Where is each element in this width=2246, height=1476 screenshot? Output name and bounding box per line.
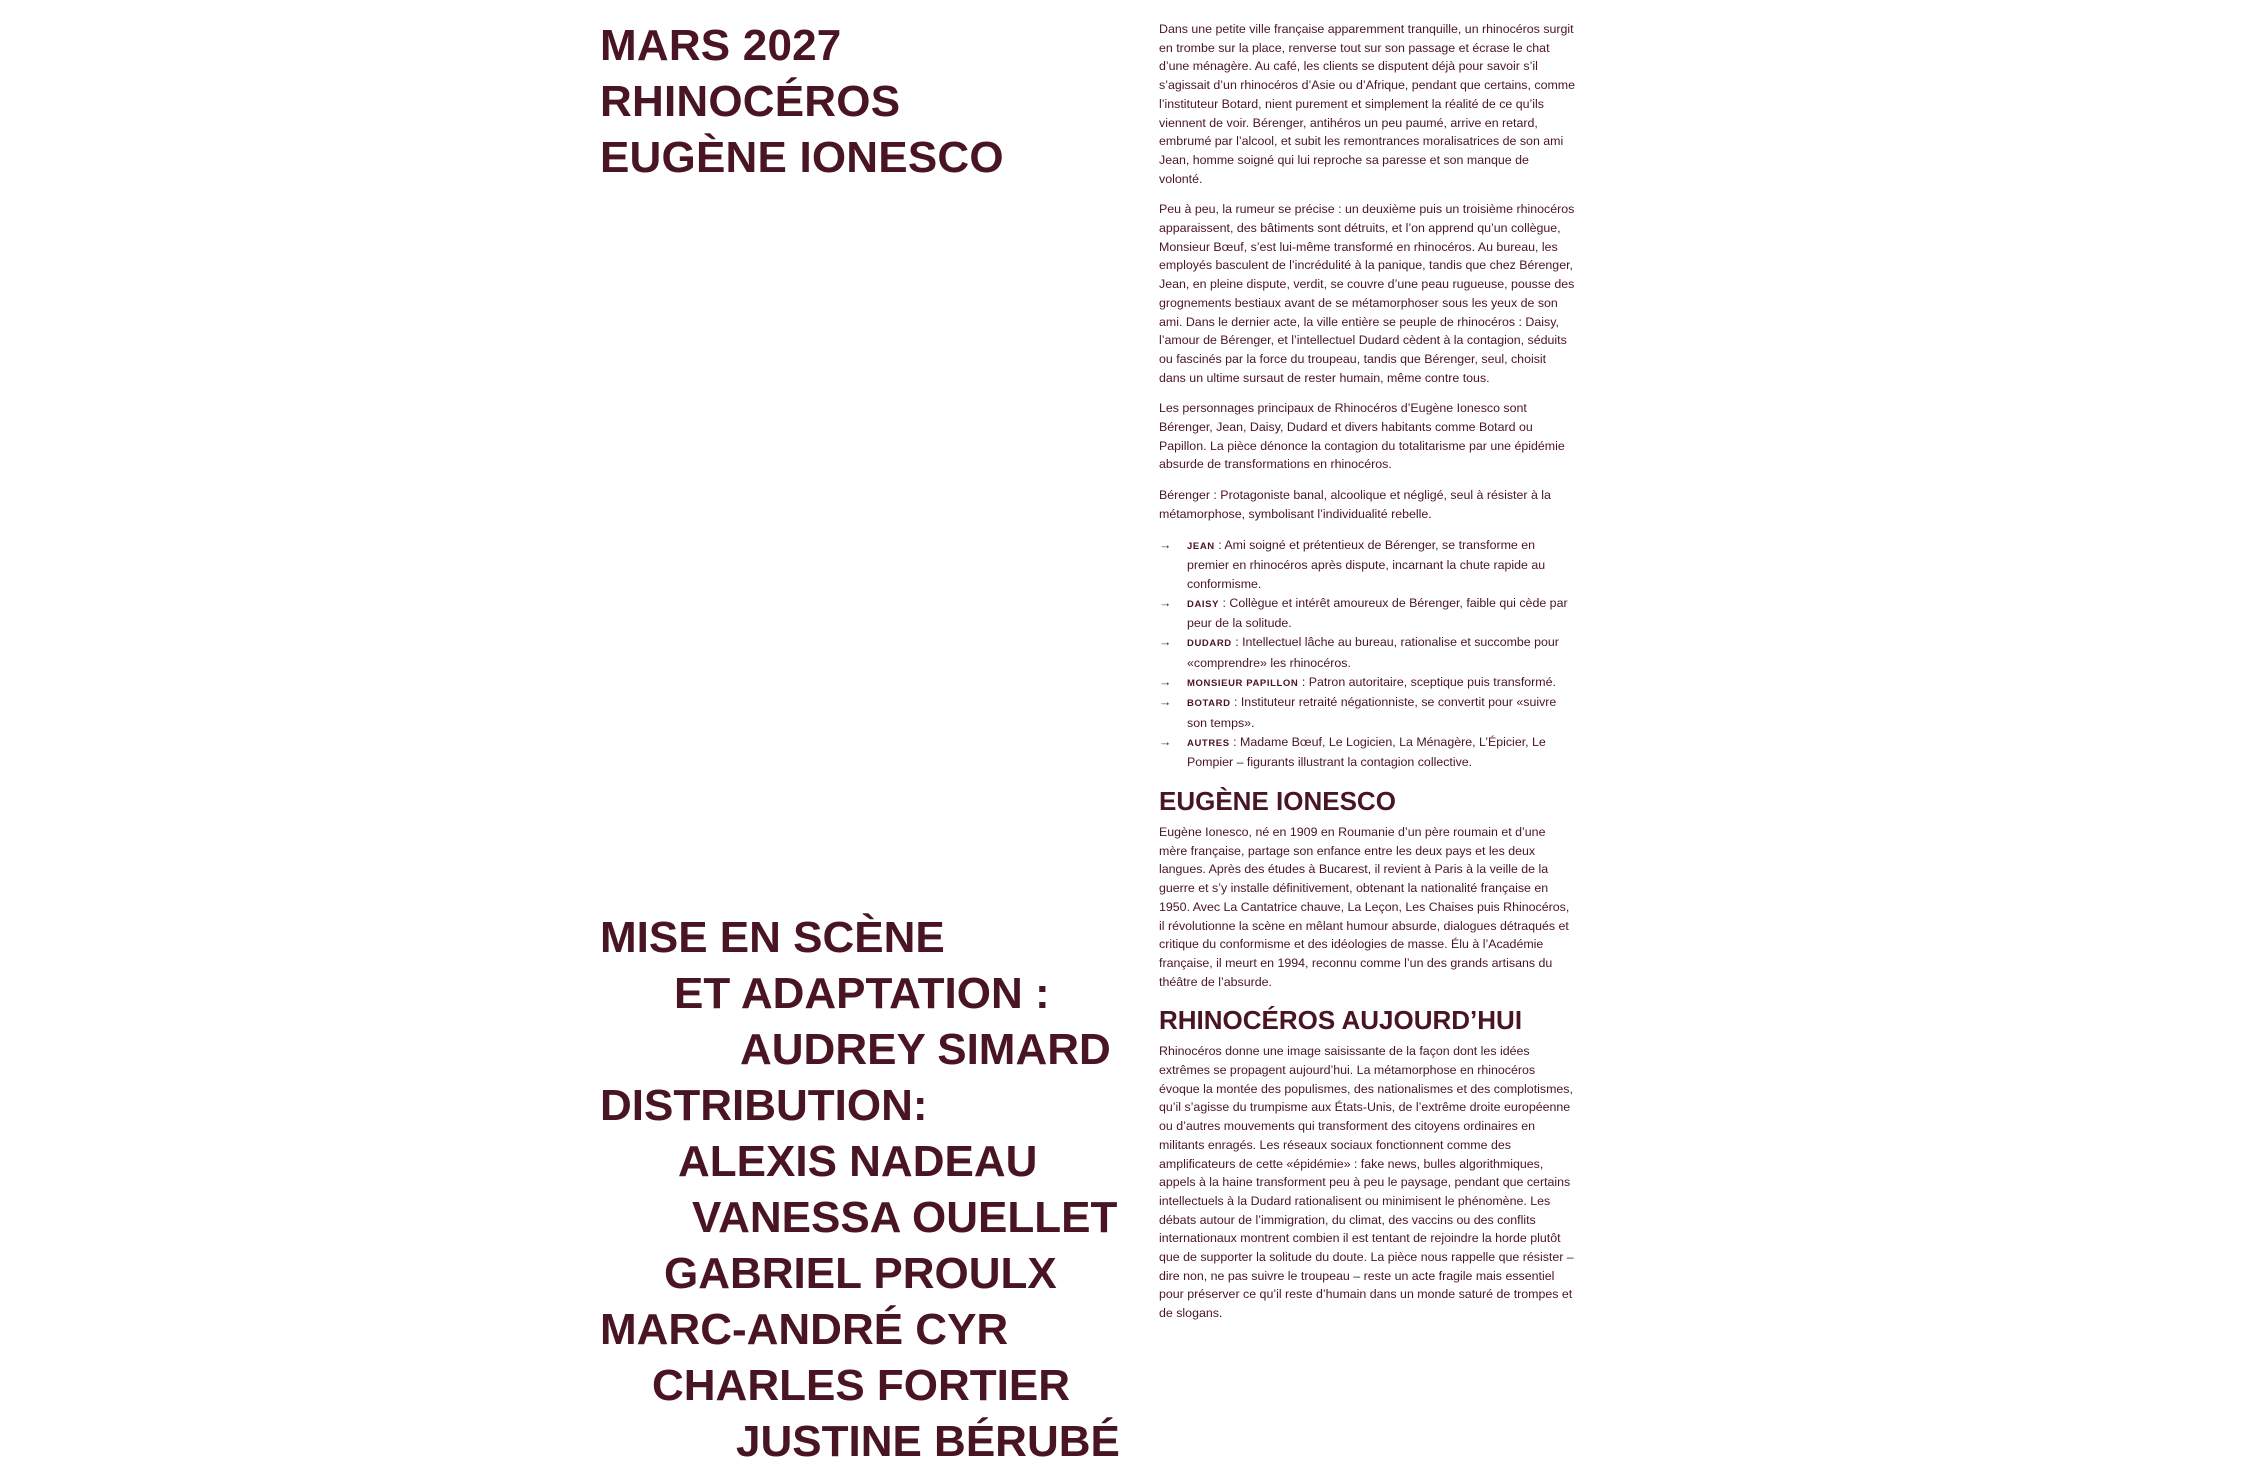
- arrow-right-icon: →: [1159, 695, 1172, 710]
- cast-member: JUSTINE BÉRUBÉ: [736, 1417, 1120, 1466]
- arrow-right-icon: →: [1159, 734, 1172, 749]
- title-play: RHINOCÉROS: [600, 77, 901, 126]
- list-item: [1159, 536, 1575, 594]
- character-name: AUTRES: [1187, 737, 1230, 749]
- character-desc: : Patron autoritaire, sceptique puis transformé.: [1298, 674, 1556, 689]
- character-list: [1159, 536, 1575, 772]
- character-name: DUDARD: [1187, 638, 1232, 650]
- ionesco-biography: Eugène Ionesco, né en 1909 en Roumanie d’un père roumain et d’une mère française, partage son enfance entre les deux pays et les deux langues. Après des études à Bucarest, il revient à Paris à la veille de la guerre et s’y installe définitivement, obtenant la nationalité française en 1950. Avec La Cantatrice chauve, La Leçon, Les Chaises puis Rhinocéros, il révolutionne la scène en mêlant humour absurde, dialogues détraqués et critique du conformisme et des idéologies de masse. Élu à l’Académie française, il meurt en 1994, reconnu comme l’un des grands artisans du théâtre de l’absurde.: [1159, 825, 1570, 989]
- character-name: JEAN: [1187, 540, 1215, 552]
- left-column: [600, 0, 1120, 1476]
- credits-block: [600, 910, 1120, 1470]
- cast-member: ALEXIS NADEAU: [678, 1137, 1038, 1186]
- cast-member: MARC-ANDRÉ CYR: [600, 1305, 1009, 1354]
- section-title-ionesco: EUGÈNE IONESCO: [1159, 786, 1396, 817]
- berenger-description: Bérenger : Protagoniste banal, alcoolique et négligé, seul à résister à la métamorphose, symbolisant l’individualité rebelle.: [1159, 488, 1551, 521]
- character-desc: : Collègue et intérêt amoureux de Bérenger, faible qui cède par peur de la solitude.: [1187, 595, 1568, 631]
- right-column: [1159, 20, 1575, 1335]
- arrow-right-icon: →: [1159, 537, 1172, 552]
- arrow-right-icon: →: [1159, 595, 1172, 610]
- credit-director-name: AUDREY SIMARD: [740, 1025, 1111, 1074]
- section-title-today: RHINOCÉROS AUJOURD’HUI: [1159, 1005, 1523, 1036]
- list-item: [1159, 693, 1575, 732]
- synopsis-paragraph: Peu à peu, la rumeur se précise : un deuxième puis un troisième rhinocéros apparaissent, des bâtiments sont détruits, et l’on apprend qu’un collègue, Monsieur Bœuf, s’est lui-même transformé en rhinocéros. Au bureau, les employés basculent de l’incrédulité à la panique, tandis que chez Bérenger, Jean, en pleine dispute, verdit, se couvre d’une peau rugueuse, pousse des grognements bestiaux avant de se métamorphoser sous les yeux de son ami. Dans le dernier acte, la ville entière se peuple de rhinocéros : Daisy, l’amour de Bérenger, et l’intellectuel Dudard cèdent à la contagion, séduits ou fascinés par la force du troupeau, tandis que Bérenger, seul, choisit dans un ultime sursaut de rester humain, même contre tous.: [1159, 202, 1575, 385]
- synopsis-paragraph: Dans une petite ville française apparemment tranquille, un rhinocéros surgit en trombe sur la place, renverse tout sur son passage et écrase le chat d’une ménagère. Au café, les clients se disputent déjà pour savoir s’il s’agissait d’un rhinocéros d’Asie ou d’Afrique, pendant que certains, comme l’instituteur Botard, nient purement et simplement la réalité de ce qu’ils viennent de voir. Bérenger, antihéros un peu paumé, arrive en retard, embrumé par l’alcool, et subit les remontrances moralisatrices de son ami Jean, homme soigné qui lui reproche sa paresse et son manque de volonté.: [1159, 22, 1576, 186]
- list-item: [1159, 594, 1575, 633]
- cast-member: VANESSA OUELLET: [692, 1193, 1118, 1242]
- credit-direction-label: MISE EN SCÈNE: [600, 913, 945, 962]
- characters-intro: Les personnages principaux de Rhinocéros d’Eugène Ionesco sont Bérenger, Jean, Daisy, Dudard et divers habitants comme Botard ou Papillon. La pièce dénonce la contagion du totalitarisme par une épidémie absurde de transformations en rhinocéros.: [1159, 401, 1565, 472]
- credit-adaptation-label: ET ADAPTATION :: [674, 969, 1050, 1018]
- today-paragraph: Rhinocéros donne une image saisissante de la façon dont les idées extrêmes se propagent aujourd’hui. La métamorphose en rhinocéros évoque la montée des populismes, des nationalismes et des complotismes, qu’il s’agisse du trumpisme aux États-Unis, de l’extrême droite européenne ou d’autres mouvements qui transforment des citoyens ordinaires en militants enragés. Les réseaux sociaux fonctionnent comme des amplificateurs de cette «épidémie» : fake news, bulles algorithmiques, appels à la haine transforment peu à peu le paysage, pendant que certains intellectuels à la Dudard rationalisent ou minimisent le phénomène. Les débats autour de l’immigration, du climat, des vaccins ou des conflits internationaux montrent combien il est tentant de rejoindre la horde plutôt que de supporter la solitude du doute. La pièce nous rappelle que résister – dire non, ne pas suivre le troupeau – reste un acte fragile mais essentiel pour préserver ce qu’il reste d’humain dans un monde saturé de trompes et de slogans.: [1159, 1044, 1574, 1321]
- title-author: EUGÈNE IONESCO: [600, 133, 1004, 182]
- title-block: [600, 18, 1004, 186]
- character-desc: : Intellectuel lâche au bureau, rationalise et succombe pour «comprendre» les rhinocéros.: [1187, 635, 1559, 670]
- credit-cast-label: DISTRIBUTION:: [600, 1081, 928, 1130]
- cast-member: GABRIEL PROULX: [664, 1249, 1057, 1298]
- list-item: [1159, 633, 1575, 672]
- character-desc: : Instituteur retraité négationniste, se convertit pour «suivre son temps».: [1187, 695, 1557, 730]
- character-name: BOTARD: [1187, 698, 1231, 710]
- list-item: [1159, 733, 1575, 772]
- character-desc: : Ami soigné et prétentieux de Bérenger, se transforme en premier en rhinocéros après dispute, incarnant la chute rapide au conformisme.: [1187, 537, 1546, 591]
- arrow-right-icon: →: [1159, 674, 1172, 689]
- arrow-right-icon: →: [1159, 635, 1172, 650]
- character-name: DAISY: [1187, 598, 1220, 610]
- character-desc: : Madame Bœuf, Le Logicien, La Ménagère, L’Épicier, Le Pompier – figurants illustrant la contagion collective.: [1187, 734, 1546, 770]
- cast-member: CHARLES FORTIER: [652, 1361, 1070, 1410]
- list-item: [1159, 673, 1575, 694]
- title-date: MARS 2027: [600, 21, 842, 70]
- character-name: MONSIEUR PAPILLON: [1187, 677, 1299, 689]
